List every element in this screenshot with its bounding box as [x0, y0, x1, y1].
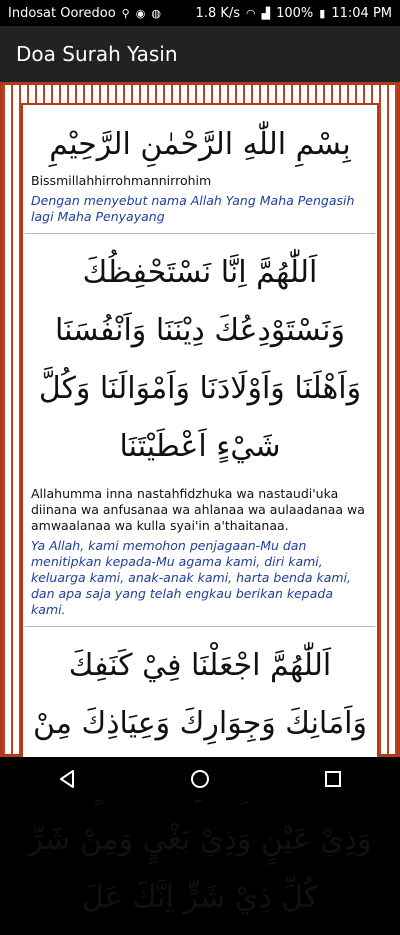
text-panel[interactable]: [21, 103, 379, 915]
arabic-text-2: اَللّٰهُمَّ اِنَّا نَسْتَحْفِظُكَ وَنَسْتَوْدِعُكَ دِيْنَنَا وَاَنْفُسَنَا وَاَهْلَنَا وَاَوْلَادَنَا وَاَمْوَالَنَا وَكُلَّ شَيْءٍ اَعْطَيْتَنَا: [38, 255, 362, 464]
battery-icon: ▮: [319, 6, 326, 20]
recents-icon: [324, 770, 342, 788]
divider: [25, 626, 375, 627]
content-area[interactable]: [0, 82, 400, 915]
app-bar: [0, 26, 400, 82]
usb-icon: ⚲: [121, 6, 130, 20]
navigation-bar: [0, 757, 400, 800]
home-button[interactable]: [180, 764, 220, 794]
back-button[interactable]: [47, 764, 87, 794]
divider: [25, 233, 375, 234]
whatsapp-icon: ◉: [135, 6, 146, 20]
wifi-icon: ◠: [246, 6, 256, 20]
recents-button[interactable]: [313, 764, 353, 794]
carrier-label: Indosat Ooredoo: [8, 5, 116, 21]
home-icon: [190, 769, 210, 789]
latin-text-2: Allahumma inna nastahfidzhuka wa nastaudi'uka diinana wa anfusanaa wa ahlanaa wa aulaadanaa wa amwaalanaa wa kulla syai'in a'thaitanaa.: [31, 486, 365, 533]
back-icon: [58, 769, 76, 789]
scroll-content[interactable]: [25, 107, 375, 915]
status-bar: [0, 0, 400, 26]
arabic-text-1: بِسْمِ اللّٰهِ الرَّحْمٰنِ الرَّحِيْمِ: [49, 127, 351, 162]
translation-text-1: Dengan menyebut nama Allah Yang Maha Pengasih lagi Maha Penyayang: [31, 193, 355, 224]
app-title: Doa Surah Yasin: [16, 42, 178, 66]
network-speed: 1.8 K/s: [195, 5, 241, 21]
latin-text-1: Bissmillahhirrohmannirrohim: [31, 173, 212, 188]
battery-percent: 100%: [276, 5, 314, 21]
status-right: [196, 6, 392, 21]
arabic-text-3: اَللّٰهُمَّ اجْعَلْنَا فِيْ كَنَفِكَ وَاَمَانِكَ وَجِوَارِكَ وَعِيَاذِكَ مِنْ وَذِيْ عَيْنٍ وَذِيْ بَغْيٍ وَمِنْ شَرِّ كُلِّ ذِيْ شَرٍّ اِنَّكَ عَلَ: [28, 648, 372, 915]
notification-icon: ◍: [151, 6, 161, 20]
signal-icon: ▟: [261, 6, 271, 20]
translation-text-2: Ya Allah, kami memohon penjagaan-Mu dan menitipkan kepada-Mu agama kami, diri kami, keluarga kami, anak-anak kami, harta benda kami, dan apa saja yang telah engkau berikan kepada kami.: [31, 538, 352, 617]
clock: 11:04 PM: [331, 5, 392, 21]
status-left: [8, 6, 161, 21]
